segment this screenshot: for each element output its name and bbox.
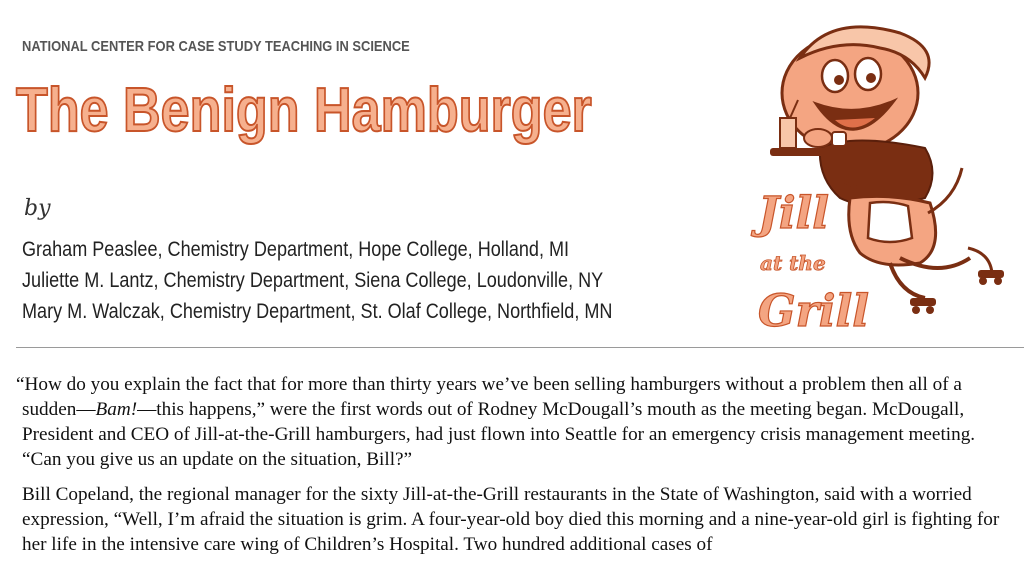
byline-label: by (24, 196, 51, 221)
organization-name: NATIONAL CENTER FOR CASE STUDY TEACHING IN SCIENCE (22, 38, 410, 55)
logo-word-atthe: at the (760, 251, 826, 275)
case-body (16, 372, 1012, 567)
logo-word-grill: Grill (758, 286, 869, 337)
emphasis-text: Bam! (95, 399, 138, 420)
header-divider (16, 347, 1024, 348)
page-title: The Benign Hamburger (16, 76, 592, 145)
paragraph (16, 372, 1012, 472)
paragraph-text: “How do you explain the fact that for more than thirty years we’ve been selling hamburgers without a problem then all of a sudden— (16, 374, 962, 420)
author-line: Graham Peaslee, Chemistry Department, Hope College, Holland, MI (22, 238, 570, 261)
author-line: Juliette M. Lantz, Chemistry Department, Siena College, Loudonville, NY (22, 269, 604, 292)
author-list (22, 234, 709, 327)
waitress-mascot-icon (740, 8, 1024, 338)
logo-word-jill: Jill (758, 188, 829, 239)
paragraph-text: —this happens,” were the first words out of Rodney McDougall’s mouth as the meeting began. McDougall, President and CEO of Jill-at-the-Grill hamburgers, had just flown into Seattle for an emergency crisis management meeting. “Can you give us an update on the situation, Bill?” (22, 399, 976, 470)
paragraph: Bill Copeland, the regional manager for the sixty Jill-at-the-Grill restaurants in the State of Washington, said with a worried expression, “Well, I’m afraid the situation is grim. A four-year-old boy died this morning and a nine-year-old girl is fighting for her life in the intensive care wing of Children’s Hospital. Two hundred additional cases of (22, 484, 1000, 555)
author-line: Mary M. Walczak, Chemistry Department, St. Olaf College, Northfield, MN (22, 300, 613, 323)
